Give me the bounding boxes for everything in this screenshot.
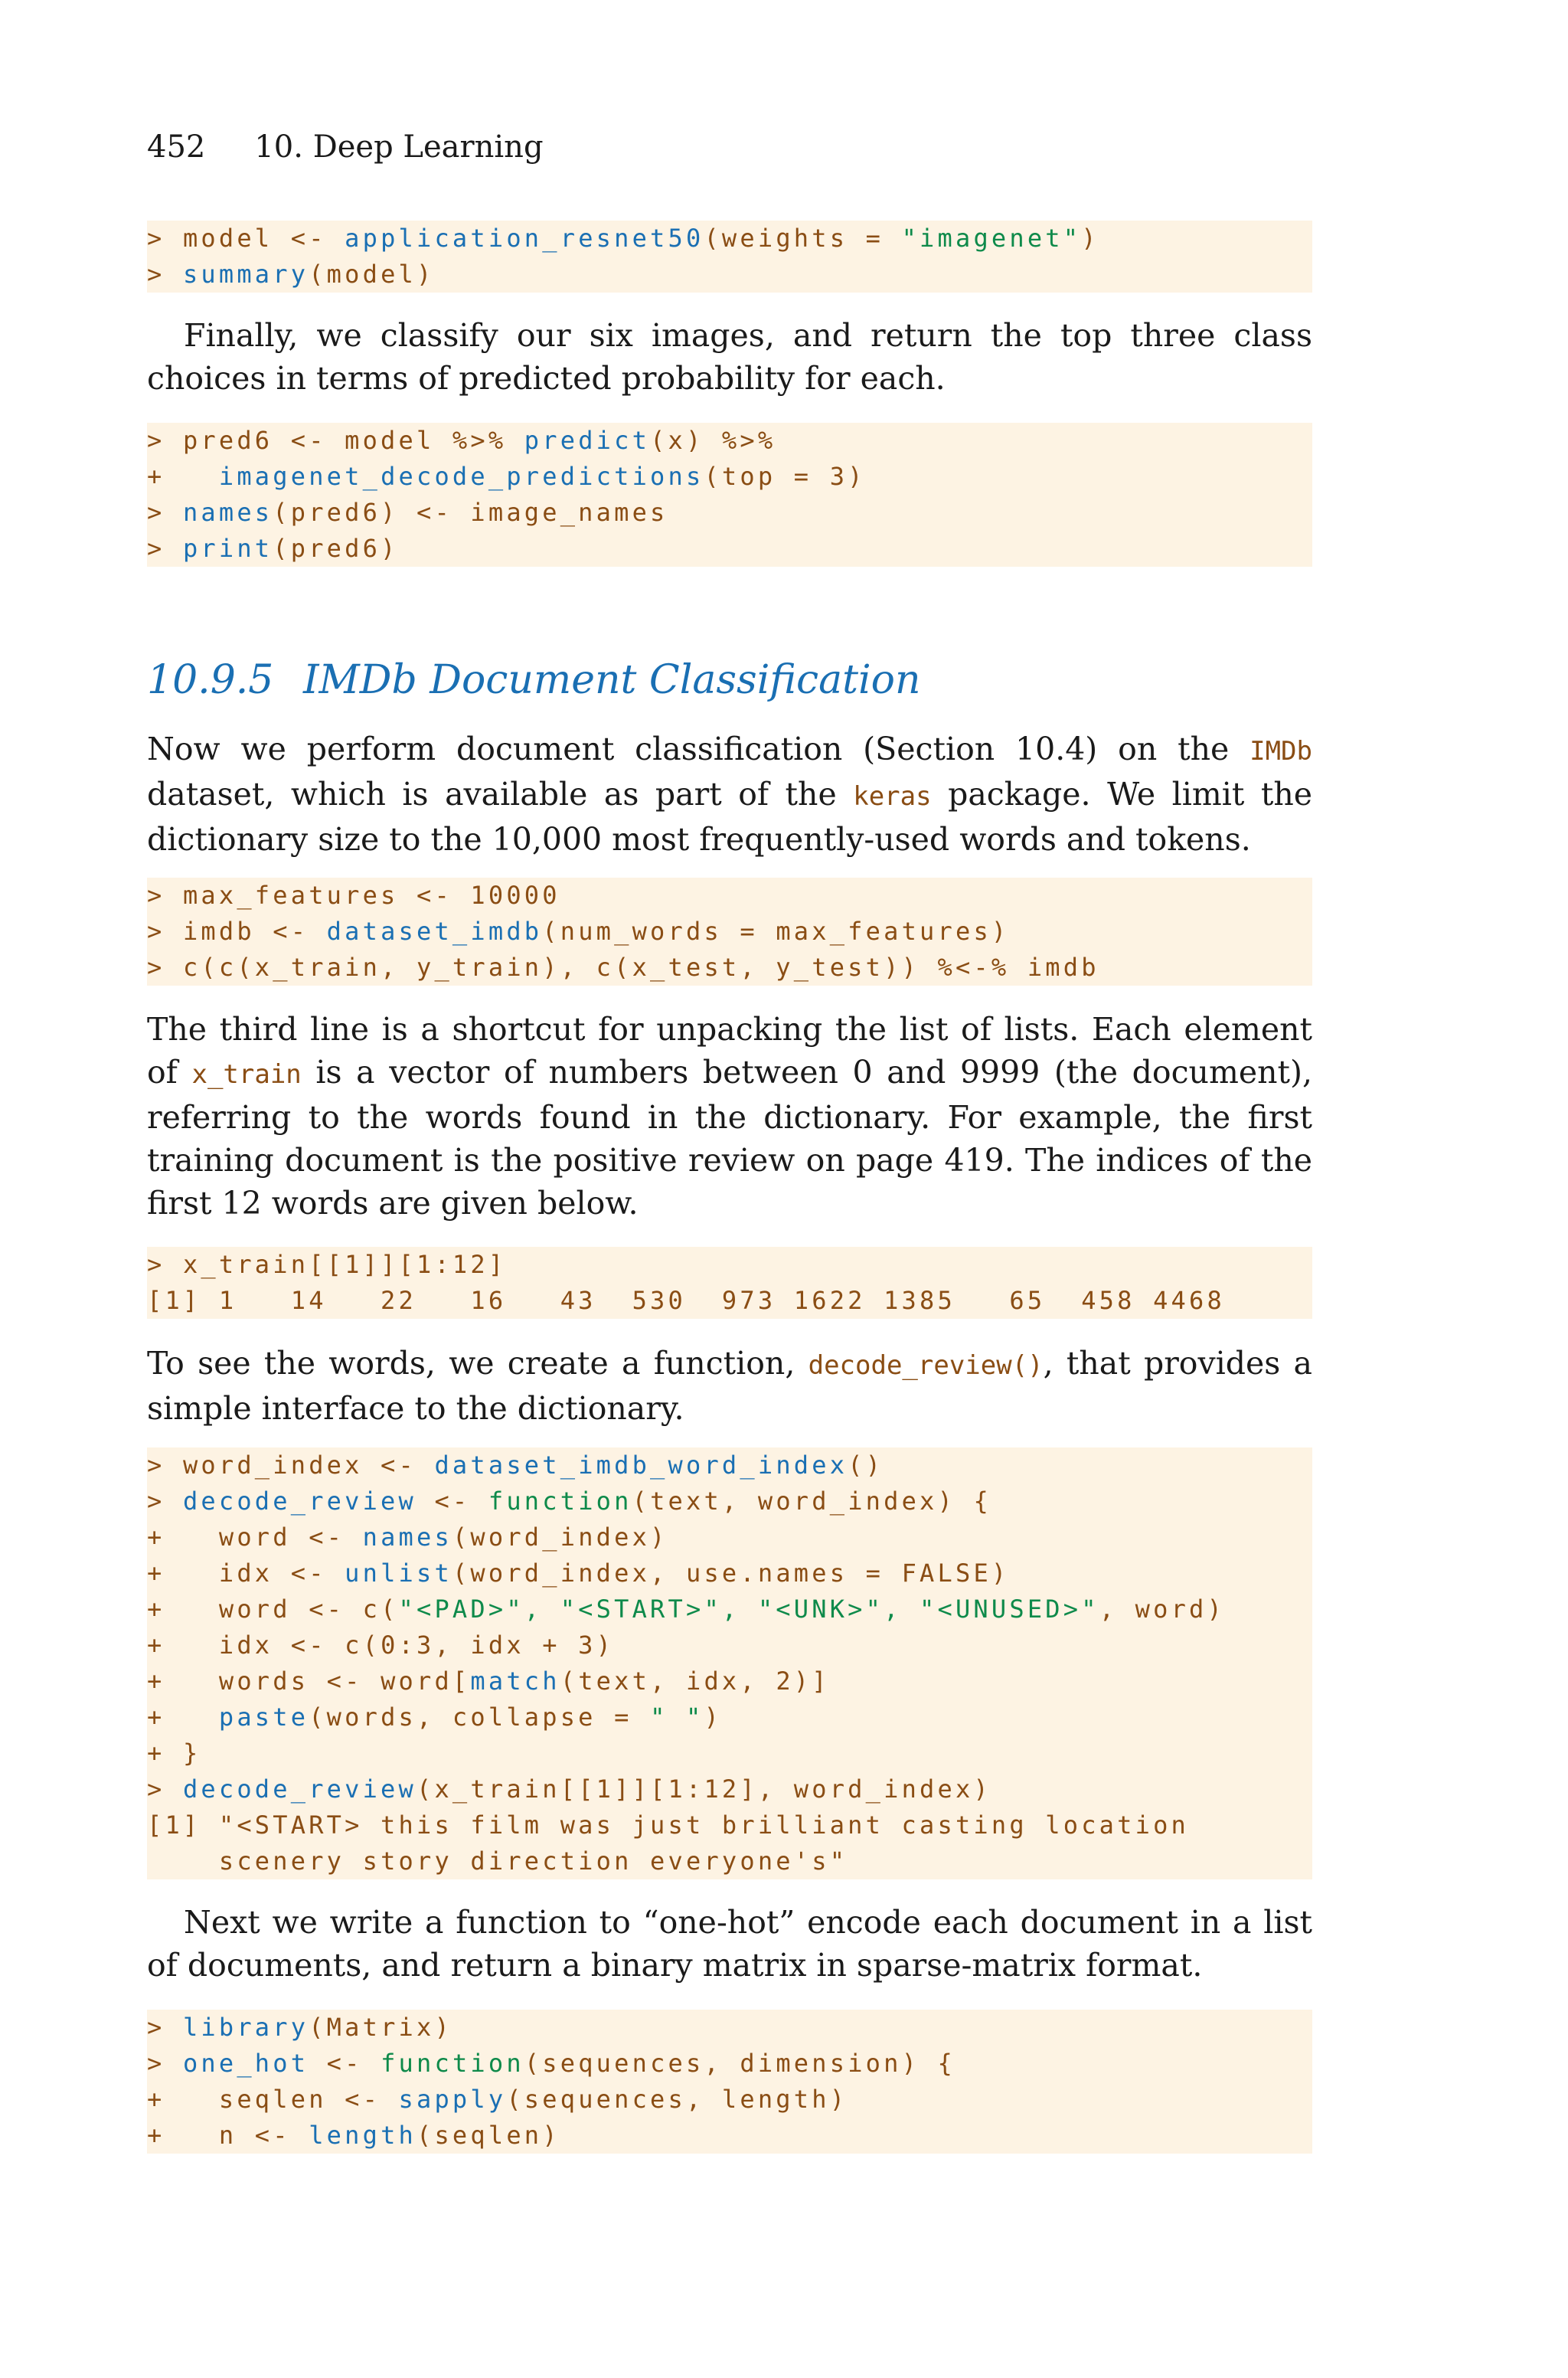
code-line: [147, 1843, 1312, 1879]
section-number: 10.9.5: [147, 657, 274, 703]
code-token: <-: [416, 1487, 488, 1516]
code-token: (Matrix): [309, 2013, 452, 2042]
code-token: match: [470, 1667, 560, 1696]
code-token: >: [147, 1250, 183, 1279]
code-token: [1] "<START> this film was just brilliant casting location: [147, 1810, 1190, 1840]
chapter-title: 10. Deep Learning: [254, 129, 544, 165]
code-token: model <-: [182, 224, 345, 253]
code-token: dataset_imdb_word_index: [434, 1451, 848, 1480]
code-token: (pred6): [273, 534, 399, 563]
code-token: paste: [218, 1703, 309, 1732]
code-block-decode-review: [147, 1447, 1312, 1879]
code-line: [147, 459, 1312, 495]
code-token: library: [182, 2013, 309, 2042]
code-token: word_index <-: [182, 1451, 435, 1480]
code-token: <-: [309, 2049, 381, 2078]
code-token: sapply: [398, 2085, 507, 2114]
code-line: [147, 1735, 1312, 1771]
code-token: (x) %>%: [650, 426, 776, 455]
code-token: "imagenet": [901, 224, 1082, 253]
code-line: [147, 878, 1312, 914]
code-token: >: [147, 1451, 183, 1480]
code-token: application_resnet50: [345, 224, 704, 253]
code-token: (seqlen): [416, 2121, 560, 2150]
code-line: [147, 1663, 1312, 1699]
inline-code-keras: keras: [853, 781, 932, 812]
code-block-resnet: [147, 221, 1312, 293]
code-token: (num_words = max_features): [542, 917, 1010, 946]
code-line: [147, 257, 1312, 293]
code-token: >: [147, 1775, 183, 1804]
paragraph-third-line: The third line is a shortcut for unpacking the list of lists. Each element of x_train is a vector of numbers between 0 and 9999 (the document), referring to the words found in the dictionary. For example, the first training document is the positive review on page 419. The indices of the first 12 words are given below.: [147, 1011, 1312, 1222]
code-token: ): [1081, 224, 1099, 253]
code-token: >: [147, 917, 183, 946]
code-token: dataset_imdb: [326, 917, 543, 946]
code-line: [147, 2118, 1312, 2154]
code-line: [147, 1519, 1312, 1555]
code-line: [147, 1483, 1312, 1519]
code-token: decode_review: [182, 1487, 416, 1516]
inline-code-x-train: x_train: [191, 1059, 302, 1090]
code-token: function: [381, 2049, 524, 2078]
code-token: (word_index): [452, 1523, 668, 1552]
code-token: n <-: [218, 2121, 309, 2150]
code-token: (pred6) <- image_names: [273, 498, 668, 527]
code-token: >: [147, 224, 183, 253]
code-token: idx <- c(0:3, idx + 3): [218, 1631, 615, 1660]
code-line: [147, 531, 1312, 567]
code-token: >: [147, 2013, 183, 2042]
code-token: length: [309, 2121, 416, 2150]
code-token: summary: [182, 260, 309, 289]
code-line: [147, 1447, 1312, 1483]
code-token: (x_train[[1]][1:12], word_index): [416, 1775, 991, 1804]
code-line: [147, 1247, 1312, 1283]
code-token: +: [147, 1703, 219, 1732]
code-line: [147, 2046, 1312, 2082]
paragraph-one-hot: Next we write a function to “one-hot” encode each document in a list of documents, and return a binary matrix in sparse-matrix format.: [147, 1904, 1312, 1984]
code-token: (top = 3): [704, 462, 866, 491]
code-token: (): [848, 1451, 884, 1480]
code-line: [147, 1699, 1312, 1735]
code-token: +: [147, 1559, 219, 1588]
code-block-load-imdb: [147, 878, 1312, 986]
code-token: unlist: [345, 1559, 452, 1588]
code-token: x_train[[1]][1:12]: [182, 1250, 507, 1279]
code-token: c(c(x_train, y_train), c(x_test, y_test)) %<-% imdb: [182, 953, 1099, 982]
code-token: (words, collapse =: [309, 1703, 651, 1732]
code-token: seqlen <-: [218, 2085, 399, 2114]
code-line: [147, 1807, 1312, 1843]
code-token: names: [182, 498, 273, 527]
code-token: >: [147, 426, 183, 455]
code-token: [1] 1 14 22 16 43 530 973 1622 1385 65 458 4468: [147, 1286, 1225, 1315]
code-token: >: [147, 1487, 183, 1516]
code-token: >: [147, 881, 183, 910]
code-token: +: [147, 2085, 219, 2114]
code-token: pred6 <- model %>%: [182, 426, 524, 455]
code-token: (sequences, length): [506, 2085, 848, 2114]
code-token: >: [147, 260, 183, 289]
section-heading: [147, 656, 920, 705]
code-token: word <-: [218, 1523, 363, 1552]
code-line: [147, 1627, 1312, 1663]
code-token: +: [147, 1739, 183, 1768]
code-token: "<PAD>", "<START>", "<UNK>", "<UNUSED>": [398, 1595, 1099, 1624]
code-line: [147, 1591, 1312, 1627]
code-token: one_hot: [182, 2049, 309, 2078]
code-line: [147, 495, 1312, 531]
code-token: predict: [524, 426, 651, 455]
code-token: , word): [1099, 1595, 1225, 1624]
code-block-predict: [147, 423, 1312, 567]
code-token: >: [147, 2049, 183, 2078]
paragraph-classify: Finally, we classify our six images, and return the top three class choices in terms of predicted probability for each.: [147, 317, 1312, 397]
code-token: >: [147, 498, 183, 527]
code-token: names: [362, 1523, 452, 1552]
code-token: word <- c(: [218, 1595, 399, 1624]
code-line: [147, 950, 1312, 986]
code-token: [147, 1846, 219, 1876]
inline-code-imdb: IMDb: [1250, 736, 1312, 767]
code-token: +: [147, 2121, 219, 2150]
code-token: max_features <- 10000: [182, 881, 560, 910]
code-token: +: [147, 1595, 219, 1624]
inline-code-decode-review: decode_review(): [808, 1350, 1044, 1381]
code-line: [147, 1283, 1312, 1319]
code-token: " ": [650, 1703, 704, 1732]
code-token: (model): [309, 260, 435, 289]
code-token: +: [147, 462, 219, 491]
code-token: imagenet_decode_predictions: [218, 462, 704, 491]
code-token: (text, word_index) {: [632, 1487, 991, 1516]
code-line: [147, 221, 1312, 257]
code-token: scenery story direction everyone's": [218, 1846, 848, 1876]
page-number: 452: [147, 129, 206, 165]
code-line: [147, 1555, 1312, 1591]
code-token: (word_index, use.names = FALSE): [452, 1559, 1010, 1588]
code-token: (text, idx, 2)]: [560, 1667, 830, 1696]
running-head: [147, 129, 544, 165]
paragraph-imdb-intro: Now we perform document classification (Section 10.4) on the IMDb dataset, which is available as part of the keras package. We limit the dictionary size to the 10,000 most frequently-used words and tokens.: [147, 731, 1312, 858]
code-block-one-hot: [147, 2010, 1312, 2154]
code-token: (sequences, dimension) {: [524, 2049, 956, 2078]
code-token: print: [182, 534, 273, 563]
paragraph-decode-intro: To see the words, we create a function, decode_review(), that provides a simple interface to the dictionary.: [147, 1345, 1312, 1427]
code-token: words <- word[: [218, 1667, 471, 1696]
code-token: decode_review: [182, 1775, 416, 1804]
code-token: >: [147, 534, 183, 563]
code-line: [147, 914, 1312, 950]
code-token: +: [147, 1667, 219, 1696]
code-token: idx <-: [218, 1559, 345, 1588]
code-block-x-train: [147, 1247, 1312, 1319]
code-token: +: [147, 1631, 219, 1660]
code-token: >: [147, 953, 183, 982]
code-token: function: [488, 1487, 632, 1516]
code-token: }: [182, 1739, 201, 1768]
section-title: IMDb Document Classification: [303, 657, 921, 703]
code-line: [147, 1771, 1312, 1807]
code-token: +: [147, 1523, 219, 1552]
code-line: [147, 423, 1312, 459]
code-token: (weights =: [704, 224, 902, 253]
code-token: imdb <-: [182, 917, 327, 946]
code-line: [147, 2082, 1312, 2118]
code-line: [147, 2010, 1312, 2046]
code-token: ): [704, 1703, 722, 1732]
